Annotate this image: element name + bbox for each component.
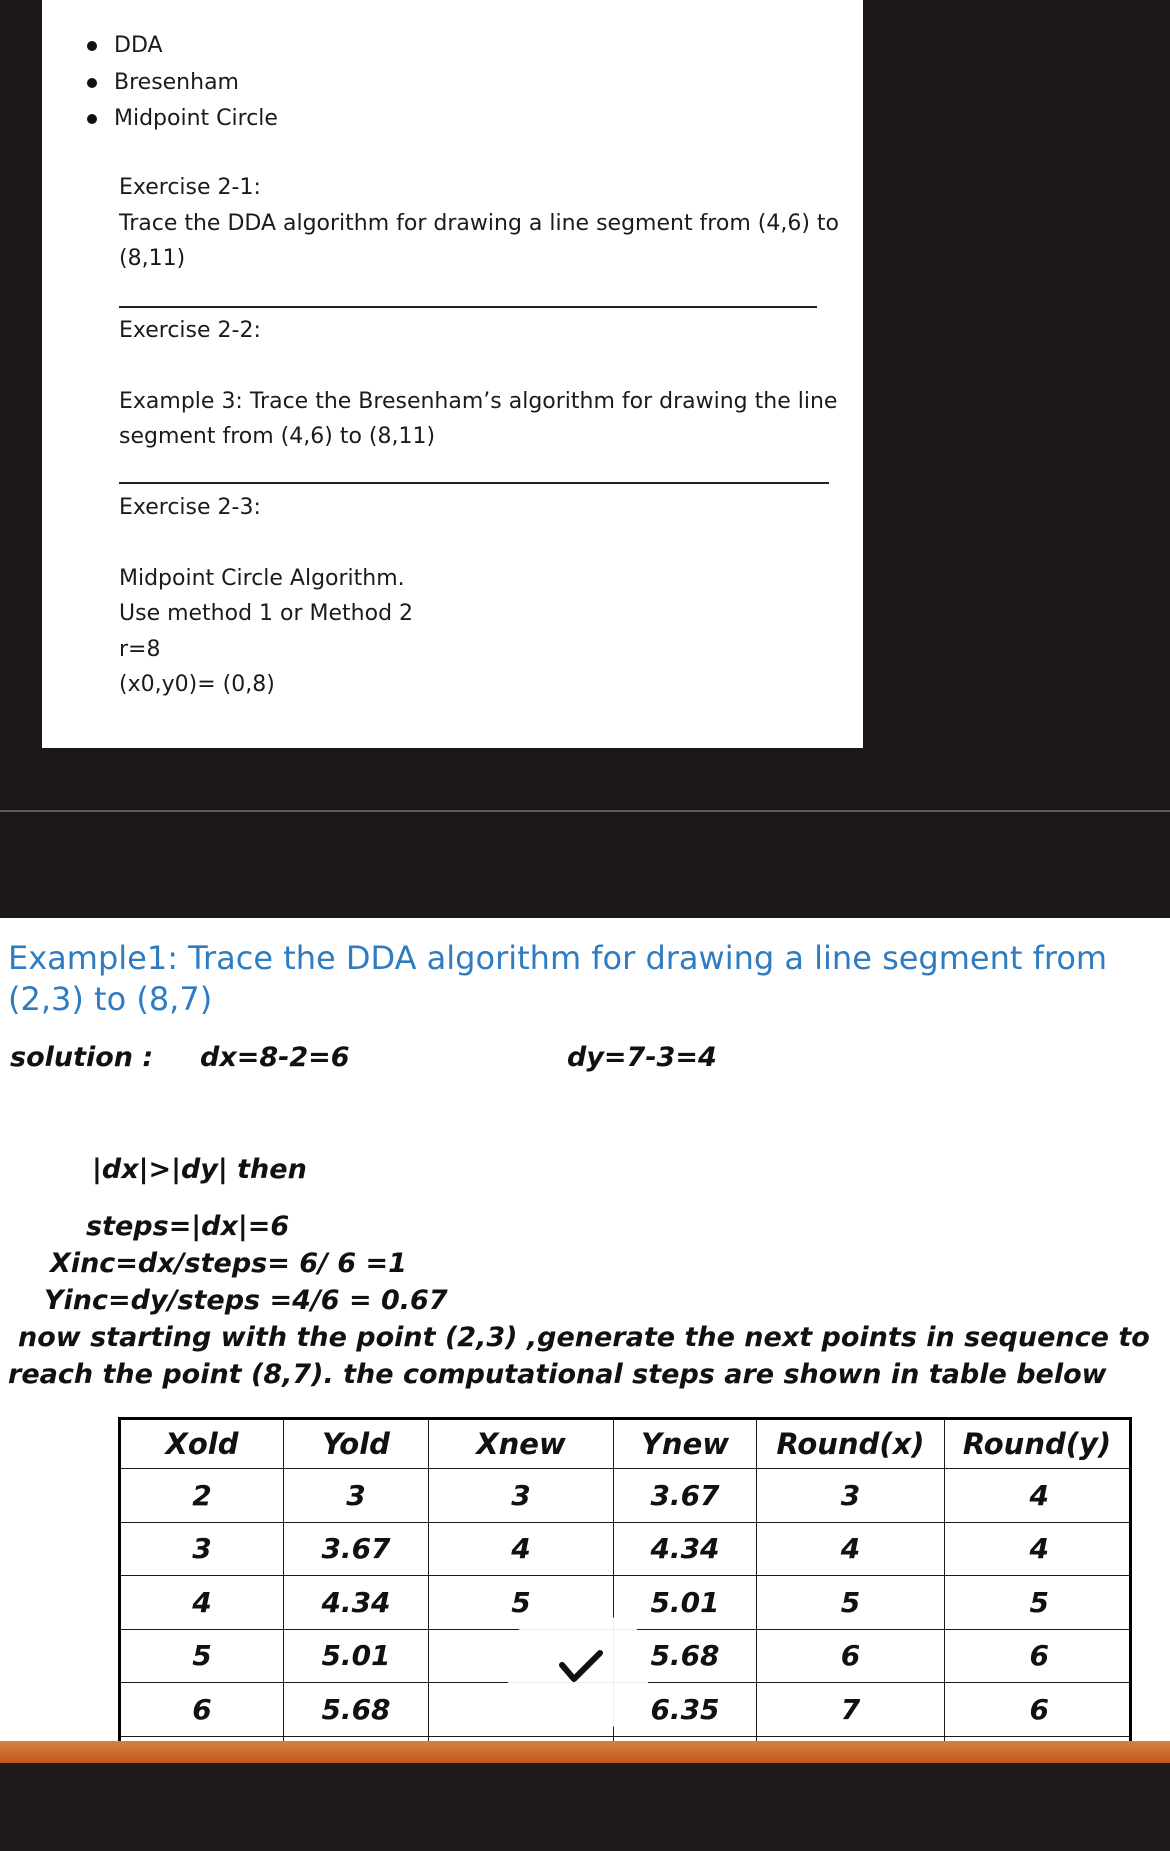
checkmark-icon	[558, 1647, 604, 1685]
cell-xold: 2	[120, 1469, 284, 1523]
header-round-y: Round(y)	[945, 1419, 1131, 1469]
exercise-2-3-line-4: (x0,y0)= (0,8)	[119, 672, 275, 697]
table-row	[120, 1522, 1131, 1576]
cell-ynew: 5.68	[614, 1629, 757, 1683]
exercise-2-3-heading: Exercise 2-3:	[119, 495, 261, 520]
table-header-row	[120, 1419, 1131, 1469]
exercise-2-2-text-2: segment from (4,6) to (8,11)	[119, 424, 436, 449]
yinc-formula: Yinc=dy/steps =4/6 = 0.67	[44, 1285, 448, 1316]
cell-round-x: 3	[757, 1469, 945, 1523]
cell-ynew: 4.34	[614, 1522, 757, 1576]
dda-computation-table	[118, 1417, 1132, 1792]
algorithm-bullet-list	[90, 28, 278, 138]
exercise-2-2-text-1: Example 3: Trace the Bresenham’s algorithm for drawing the line	[119, 389, 838, 414]
progress-scrub-bar[interactable]	[0, 1741, 1170, 1763]
cell-xold: 3	[120, 1522, 284, 1576]
cell-xnew: 4	[429, 1522, 614, 1576]
dx-formula: dx=8-2=6	[200, 1042, 350, 1073]
bullet-bresenham: Bresenham	[42, 65, 278, 102]
divider-line	[119, 306, 817, 308]
header-xnew: Xnew	[429, 1419, 614, 1469]
header-round-x: Round(x)	[757, 1419, 945, 1469]
xinc-formula: Xinc=dx/steps= 6/ 6 =1	[50, 1248, 407, 1279]
cell-round-x: 7	[757, 1683, 945, 1737]
cell-xold: 4	[120, 1576, 284, 1630]
bottom-bar	[0, 1763, 1170, 1851]
cell-round-y: 4	[945, 1522, 1131, 1576]
solution-label: solution :	[10, 1042, 154, 1073]
cell-round-y: 6	[945, 1683, 1131, 1737]
cell-round-x: 4	[757, 1522, 945, 1576]
document-page	[42, 0, 863, 748]
cell-round-x: 6	[757, 1629, 945, 1683]
header-xold: Xold	[120, 1419, 284, 1469]
exercise-2-2-heading: Exercise 2-2:	[119, 318, 261, 343]
description-line-1: now starting with the point (2,3) ,generate the next points in sequence to	[18, 1322, 1150, 1353]
cell-xnew: 3	[429, 1469, 614, 1523]
header-yold: Yold	[284, 1419, 429, 1469]
condition-text: |dx|>|dy| then	[92, 1154, 307, 1185]
bullet-midpoint-circle: Midpoint Circle	[42, 101, 278, 138]
table-row	[120, 1469, 1131, 1523]
slide-title: Example1: Trace the DDA algorithm for drawing a line segment from (2,3) to (8,7)	[8, 939, 1108, 1018]
exercise-2-3-line-1: Midpoint Circle Algorithm.	[119, 566, 405, 591]
cell-round-x: 5	[757, 1576, 945, 1630]
exercise-2-1-heading: Exercise 2-1:	[119, 175, 261, 200]
exercise-2-1-text-1: Trace the DDA algorithm for drawing a line segment from (4,6) to	[119, 211, 839, 236]
checkmark-button[interactable]	[508, 1617, 648, 1727]
cell-yold: 5.01	[284, 1629, 429, 1683]
cell-ynew: 5.01	[614, 1576, 757, 1630]
dy-formula: dy=7-3=4	[567, 1042, 717, 1073]
divider-line	[119, 482, 829, 484]
section-divider	[0, 810, 1170, 812]
description-line-2: reach the point (8,7). the computational steps are shown in table below	[8, 1359, 1107, 1390]
exercise-2-3-line-3: r=8	[119, 637, 161, 662]
cell-yold: 3.67	[284, 1522, 429, 1576]
steps-formula: steps=|dx|=6	[86, 1211, 290, 1242]
cell-ynew: 6.35	[614, 1683, 757, 1737]
cell-round-y: 5	[945, 1576, 1131, 1630]
cell-round-y: 6	[945, 1629, 1131, 1683]
header-ynew: Ynew	[614, 1419, 757, 1469]
cell-xold: 5	[120, 1629, 284, 1683]
cell-round-y: 4	[945, 1469, 1131, 1523]
cell-ynew: 3.67	[614, 1469, 757, 1523]
exercise-2-1-text-2: (8,11)	[119, 246, 186, 271]
bullet-dda: DDA	[42, 28, 278, 65]
cell-yold: 5.68	[284, 1683, 429, 1737]
cell-yold: 3	[284, 1469, 429, 1523]
cell-xold: 6	[120, 1683, 284, 1737]
cell-yold: 4.34	[284, 1576, 429, 1630]
exercise-2-3-line-2: Use method 1 or Method 2	[119, 601, 414, 626]
cell-xnew: 5	[429, 1576, 614, 1630]
